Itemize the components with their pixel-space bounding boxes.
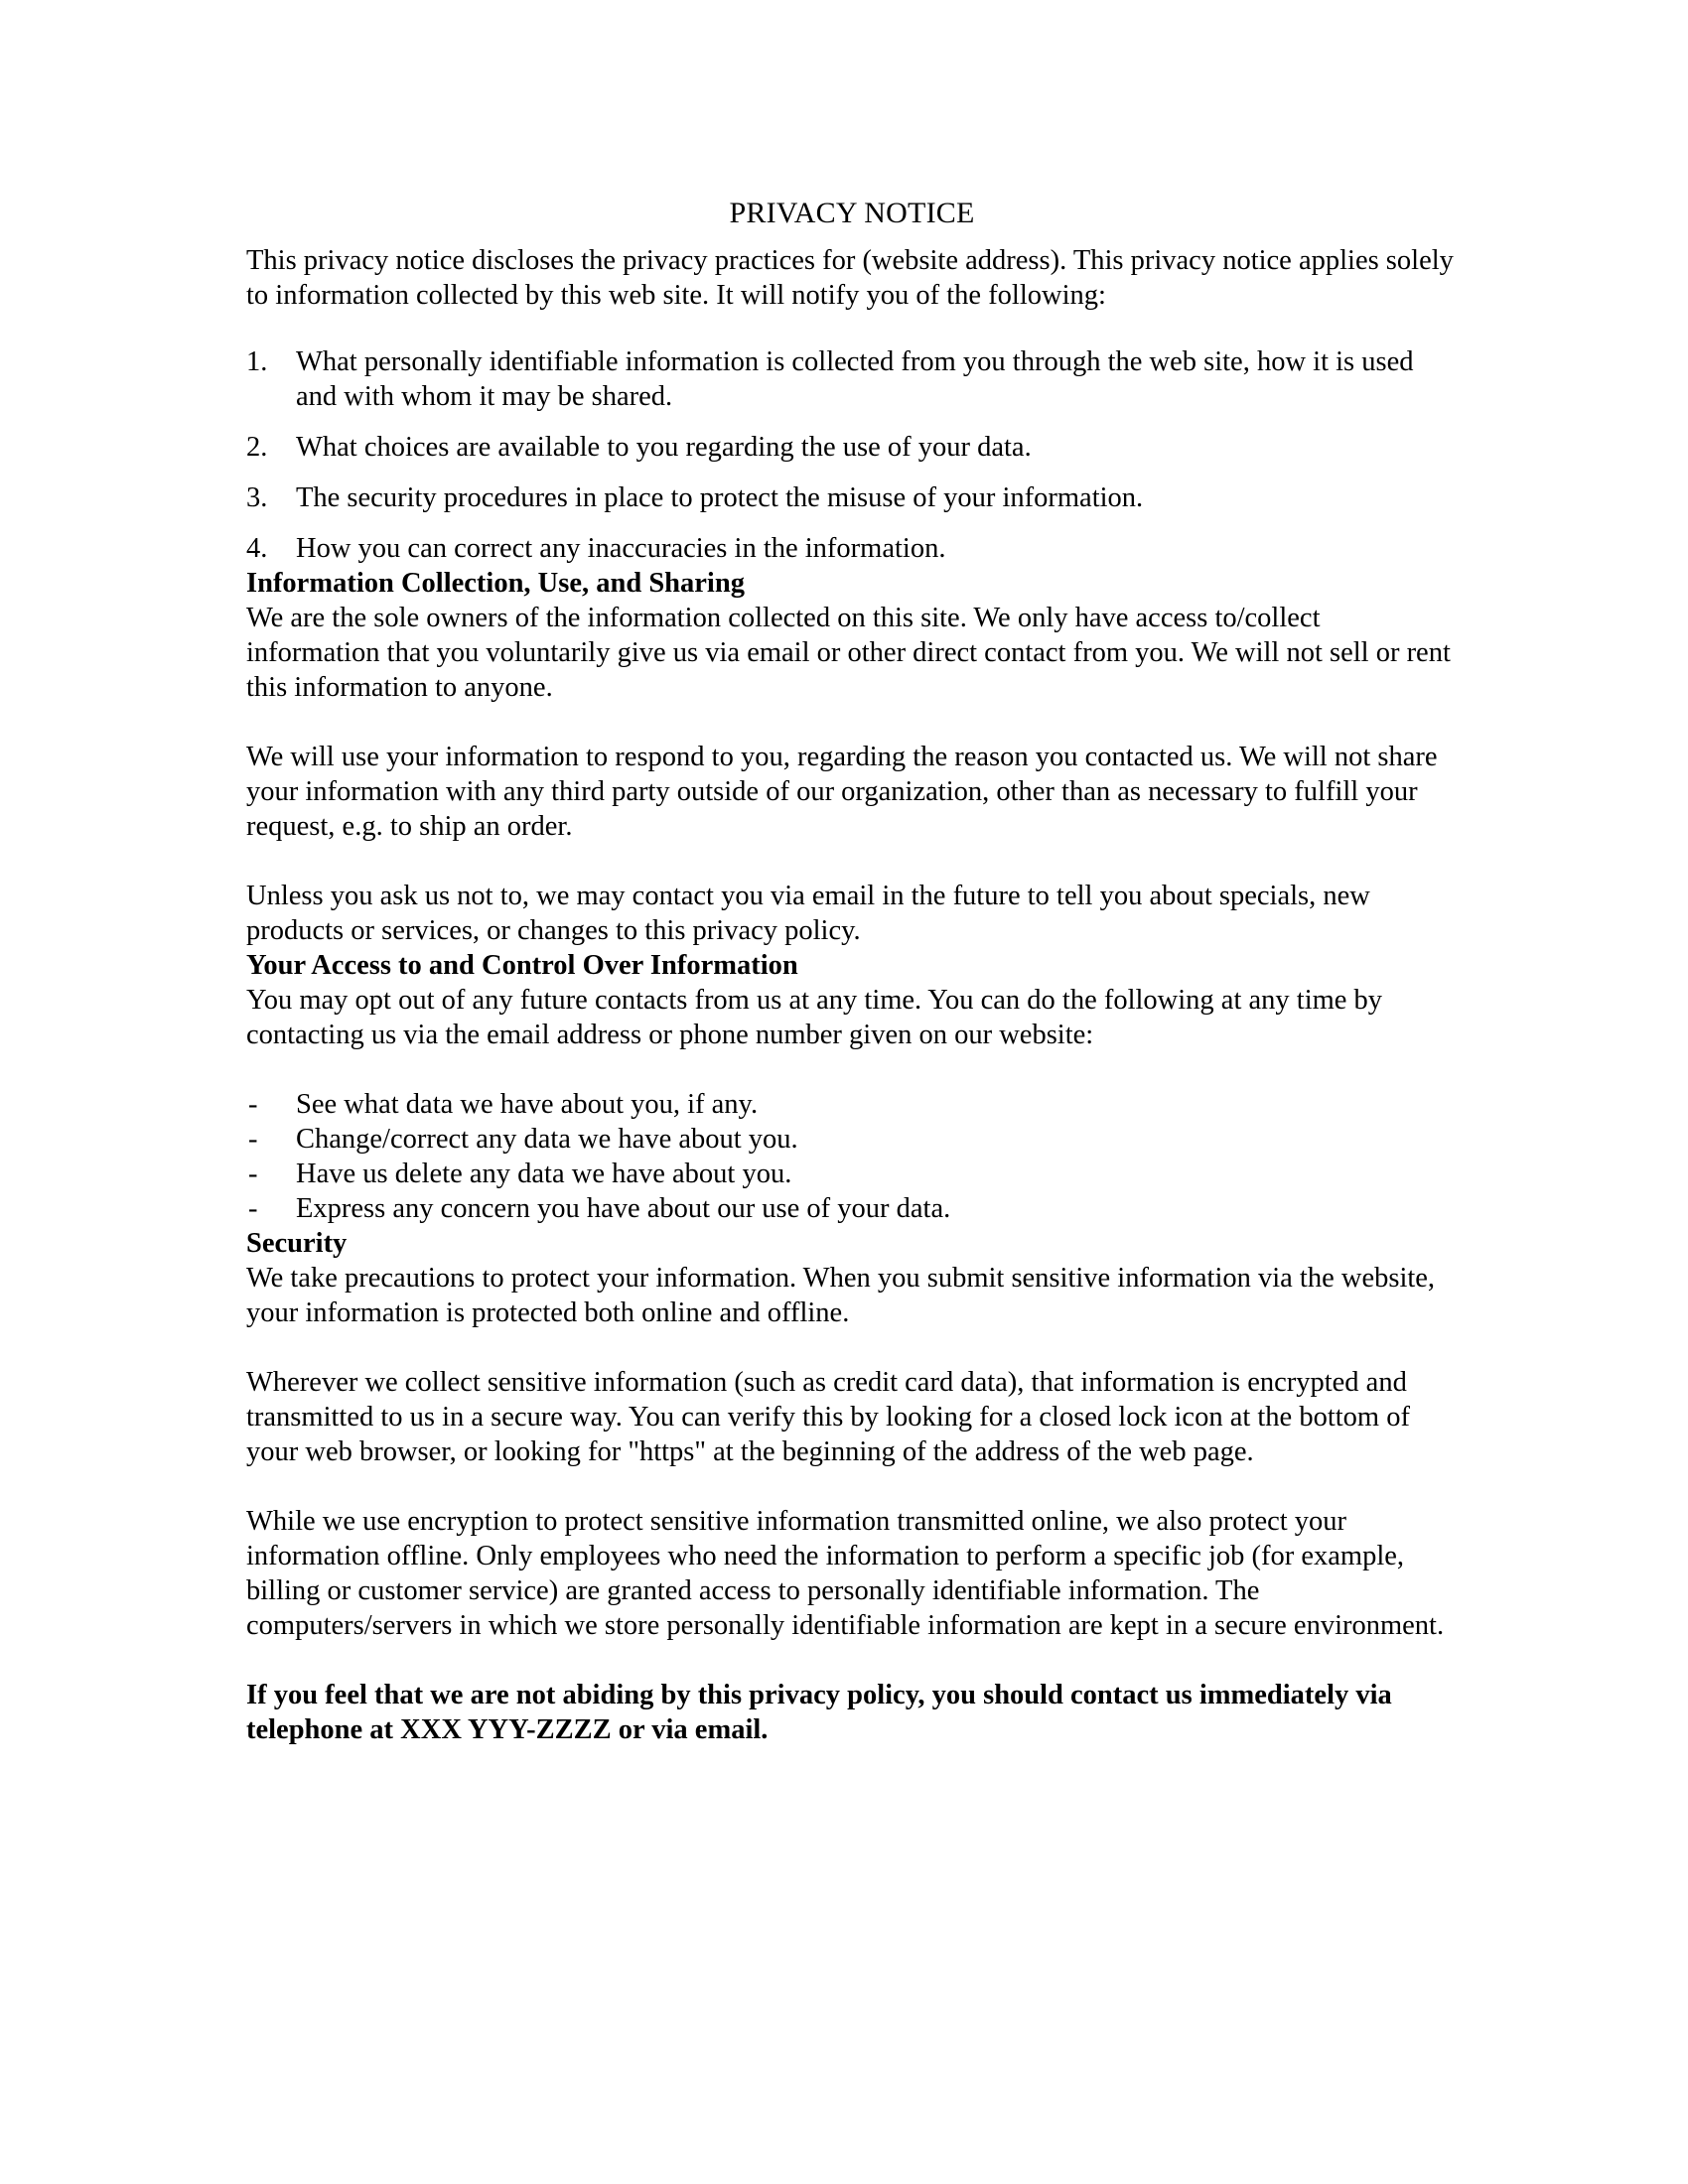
list-item-text: What choices are available to you regarding the use of your data. [296, 432, 1032, 463]
section-heading-access: Your Access to and Control Over Information [246, 950, 798, 981]
list-item [246, 344, 1458, 414]
list-item-dash: - [248, 1159, 258, 1189]
security-paragraph-2: Wherever we collect sensitive information (such as credit card data), that information is encrypted and transmitted to us in a secure way. You can verify this by looking for a closed lock icon at the bottom of your web browser, or looking for "https" at the beginning of the address of the web page. [246, 1367, 1410, 1467]
list-item-text: See what data we have about you, if any. [296, 1089, 759, 1120]
access-paragraph: You may opt out of any future contacts from us at any time. You can do the following at any time by contacting us via the email address or phone number given on our website: [246, 985, 1383, 1050]
collection-paragraph-2: We will use your information to respond to you, regarding the reason you contacted us. We will not share your information with any third party outside of our organization, other than as necessary to fulfill your request, e.g. to ship an order. [246, 742, 1438, 842]
security-paragraph-1: We take precautions to protect your information. When you submit sensitive information via the website, your information is protected both online and offline. [246, 1263, 1436, 1328]
collection-paragraph-3: Unless you ask us not to, we may contact you via email in the future to tell you about specials, new products or services, or changes to this privacy policy. [246, 881, 1370, 946]
list-item-text: The security procedures in place to protect the misuse of your information. [296, 482, 1144, 513]
list-item-dash: - [248, 1124, 258, 1155]
intro-paragraph: This privacy notice discloses the privacy practices for (website address). This privacy notice applies solely to information collected by this web site. It will notify you of the following: [246, 245, 1454, 311]
list-item-text: Have us delete any data we have about you. [296, 1159, 792, 1189]
document-body [246, 194, 1458, 1747]
list-item [246, 430, 1458, 465]
notice-topics-list [246, 344, 1458, 566]
section-heading-collection: Information Collection, Use, and Sharing [246, 568, 745, 599]
security-paragraph-3: While we use encryption to protect sensitive information transmitted online, we also protect your information offline. Only employees who need the information to perform a specific job (for example, billing or customer service) are granted access to personally identifiable information. The computers/servers in which we store personally identifiable information are kept in a secure environment. [246, 1506, 1445, 1641]
closing-contact-paragraph: If you feel that we are not abiding by this privacy policy, you should contact us immediately via telephone at XXX YYY-ZZZZ or via email. [246, 1680, 1392, 1745]
list-item-number: 1. [246, 346, 268, 377]
section-heading-security: Security [246, 1228, 348, 1259]
access-options-list [246, 1087, 1458, 1226]
list-item [246, 531, 1458, 566]
document-title: PRIVACY NOTICE [729, 197, 975, 229]
list-item [246, 1157, 1458, 1191]
list-item-text: What personally identifiable information is collected from you through the web site, how it is used and with whom it may be shared. [296, 346, 1414, 412]
list-item-text: Express any concern you have about our use of your data. [296, 1193, 951, 1224]
collection-paragraph-1: We are the sole owners of the information collected on this site. We only have access to/collect information that you voluntarily give us via email or other direct contact from you. We will not sell or rent this information to anyone. [246, 603, 1451, 703]
list-item-number: 2. [246, 432, 268, 463]
list-item [246, 1191, 1458, 1226]
list-item-dash: - [248, 1193, 258, 1224]
list-item-number: 4. [246, 533, 268, 564]
list-item-dash: - [248, 1089, 258, 1120]
list-item [246, 1087, 1458, 1122]
list-item [246, 1122, 1458, 1157]
list-item-number: 3. [246, 482, 268, 513]
list-item-text: How you can correct any inaccuracies in the information. [296, 533, 946, 564]
list-item-text: Change/correct any data we have about you. [296, 1124, 798, 1155]
list-item [246, 480, 1458, 515]
